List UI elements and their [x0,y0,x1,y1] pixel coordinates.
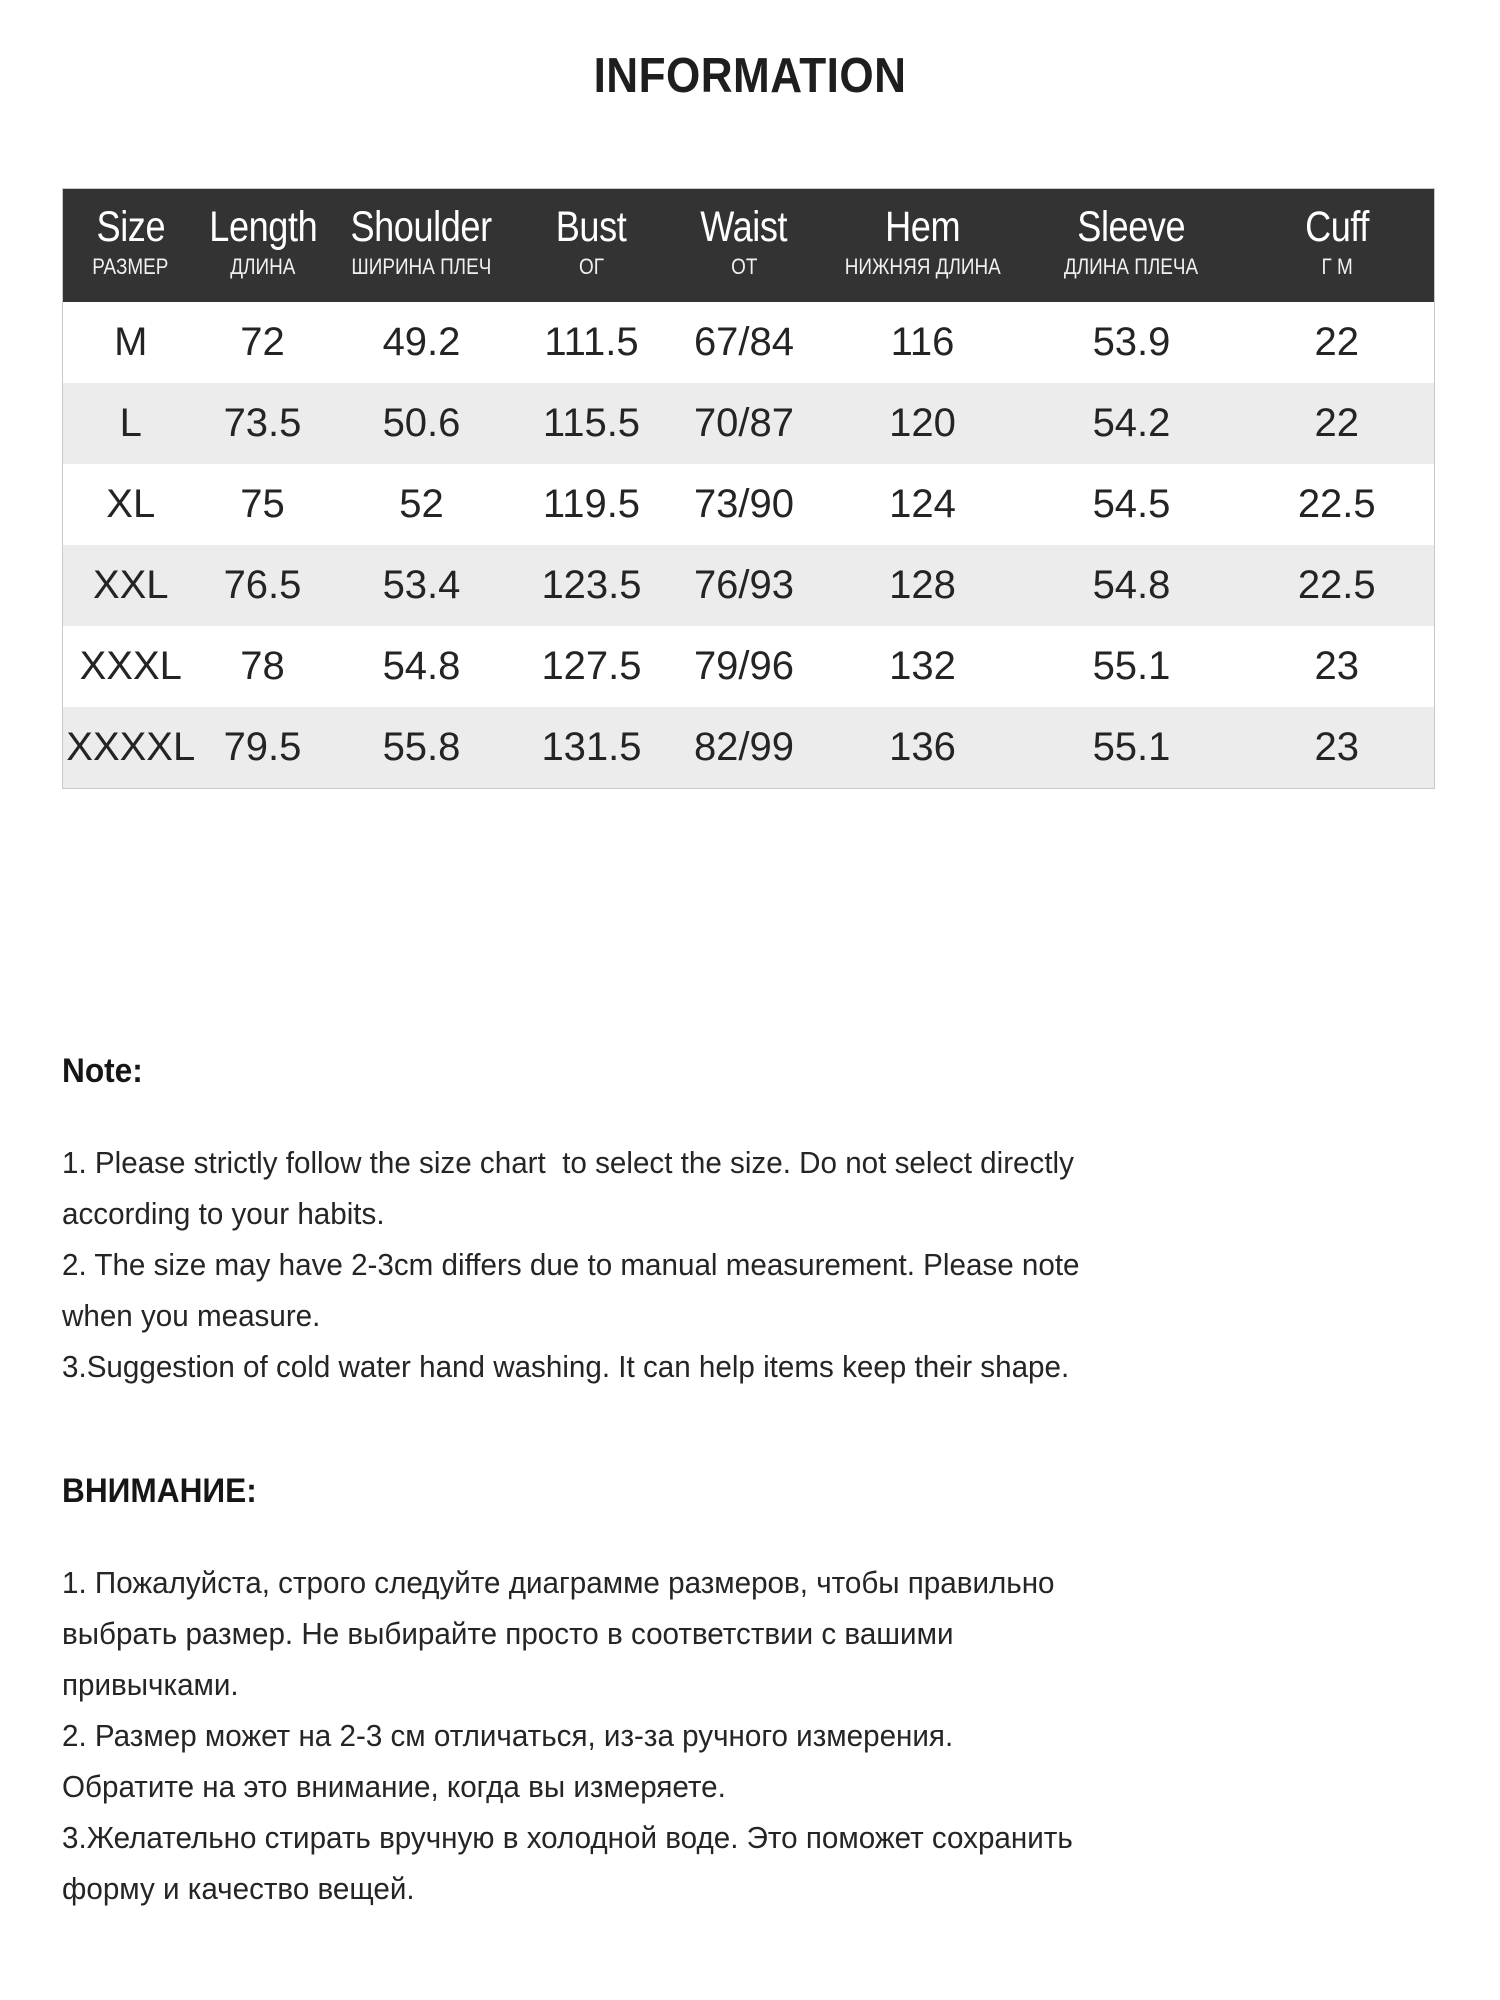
cell-size: XXL [63,545,199,626]
cell-shoulder: 53.4 [327,545,517,626]
cell-bust: 111.5 [517,302,667,383]
note-body-russian [62,1557,1422,1914]
cell-bust: 115.5 [517,383,667,464]
note-section-russian [62,1472,1422,1914]
cell-size: M [63,302,199,383]
column-subheader-length [199,254,327,302]
column-header-bust-label: Bust [556,203,627,251]
column-header-size [63,189,199,255]
note-line: Обратите на это внимание, когда вы измеряете. [62,1769,726,1804]
note-line: 1. Пожалуйста, строго следуйте диаграмме размеров, чтобы правильно [62,1565,1055,1600]
cell-shoulder: 50.6 [327,383,517,464]
table-row [63,302,1435,383]
cell-size: XXXXL [63,707,199,789]
note-line: привычками. [62,1667,239,1702]
size-chart-table [62,188,1435,789]
cell-shoulder: 55.8 [327,707,517,789]
cell-sleeve: 54.8 [1024,545,1240,626]
cell-bust: 127.5 [517,626,667,707]
note-line: форму и качество вещей. [62,1871,415,1906]
cell-length: 73.5 [199,383,327,464]
cell-waist: 67/84 [667,302,822,383]
column-header-bust [517,189,667,255]
header-row-english [63,189,1435,255]
table-row [63,626,1435,707]
cell-cuff: 22 [1240,302,1435,383]
column-subheader-shoulder-label: ШИРИНА ПЛЕЧ [351,254,492,279]
table-row [63,383,1435,464]
column-header-size-label: Size [96,203,166,251]
column-header-waist [667,189,822,255]
cell-sleeve: 54.2 [1024,383,1240,464]
note-heading-english: Note: [62,1052,143,1090]
column-header-sleeve [1024,189,1240,255]
column-subheader-length-label: ДЛИНА [229,254,296,279]
cell-waist: 79/96 [667,626,822,707]
table-row [63,707,1435,789]
column-header-waist-label: Waist [700,203,788,251]
header-row-russian [63,254,1435,302]
note-line: 2. The size may have 2-3cm differs due to manual measurement. Please note [62,1247,1080,1282]
column-subheader-waist-label: ОТ [730,254,758,279]
note-line: 1. Please strictly follow the size chart to select the size. Do not select directly [62,1145,1074,1180]
cell-length: 72 [199,302,327,383]
cell-hem: 128 [822,545,1024,626]
cell-sleeve: 55.1 [1024,626,1240,707]
cell-sleeve: 55.1 [1024,707,1240,789]
column-header-hem-label: Hem [884,203,960,251]
note-heading-russian: ВНИМАНИЕ: [62,1472,257,1510]
cell-bust: 119.5 [517,464,667,545]
cell-size: XXXL [63,626,199,707]
cell-shoulder: 54.8 [327,626,517,707]
note-line: 3.Suggestion of cold water hand washing. It can help items keep their shape. [62,1349,1070,1384]
cell-bust: 123.5 [517,545,667,626]
column-header-cuff-label: Cuff [1304,203,1369,251]
column-subheader-hem-label: НИЖНЯЯ ДЛИНА [844,254,1001,279]
size-chart-body [63,302,1435,789]
cell-sleeve: 54.5 [1024,464,1240,545]
cell-waist: 73/90 [667,464,822,545]
cell-cuff: 22.5 [1240,545,1435,626]
cell-hem: 124 [822,464,1024,545]
table-row [63,545,1435,626]
column-subheader-sleeve-label: ДЛИНА ПЛЕЧА [1064,254,1199,279]
cell-bust: 131.5 [517,707,667,789]
size-chart-container [62,188,1434,789]
cell-length: 78 [199,626,327,707]
cell-sleeve: 53.9 [1024,302,1240,383]
column-subheader-hem [822,254,1024,302]
note-body-english [62,1137,1422,1392]
cell-cuff: 22.5 [1240,464,1435,545]
note-line: according to your habits. [62,1196,385,1231]
cell-hem: 120 [822,383,1024,464]
column-header-sleeve-label: Sleeve [1077,203,1186,251]
column-subheader-size [63,254,199,302]
column-subheader-bust-label: ОГ [579,254,604,279]
column-header-shoulder [327,189,517,255]
note-line: 2. Размер может на 2-3 см отличаться, из-за ручного измерения. [62,1718,954,1753]
cell-cuff: 22 [1240,383,1435,464]
column-subheader-waist [667,254,822,302]
column-subheader-cuff [1240,254,1435,302]
cell-hem: 132 [822,626,1024,707]
note-line: выбрать размер. Не выбирайте просто в соответствии с вашими [62,1616,954,1651]
cell-length: 75 [199,464,327,545]
page-title: INFORMATION [593,49,907,103]
column-subheader-size-label: РАЗМЕР [92,254,169,279]
note-line: when you measure. [62,1298,321,1333]
column-subheader-bust [517,254,667,302]
column-header-hem [822,189,1024,255]
note-line: 3.Желательно стирать вручную в холодной воде. Это поможет сохранить [62,1820,1073,1855]
cell-cuff: 23 [1240,626,1435,707]
column-subheader-cuff-label: Г М [1321,254,1353,279]
size-chart-header [63,189,1435,303]
column-header-shoulder-label: Shoulder [350,203,493,251]
column-subheader-sleeve [1024,254,1240,302]
cell-length: 79.5 [199,707,327,789]
cell-waist: 76/93 [667,545,822,626]
column-header-length [199,189,327,255]
table-row [63,464,1435,545]
cell-hem: 116 [822,302,1024,383]
cell-length: 76.5 [199,545,327,626]
cell-waist: 70/87 [667,383,822,464]
cell-size: XL [63,464,199,545]
cell-shoulder: 52 [327,464,517,545]
column-header-cuff [1240,189,1435,255]
cell-waist: 82/99 [667,707,822,789]
cell-shoulder: 49.2 [327,302,517,383]
cell-size: L [63,383,199,464]
note-section-english [62,1052,1422,1392]
cell-cuff: 23 [1240,707,1435,789]
cell-hem: 136 [822,707,1024,789]
column-header-length-label: Length [208,203,317,251]
column-subheader-shoulder [327,254,517,302]
